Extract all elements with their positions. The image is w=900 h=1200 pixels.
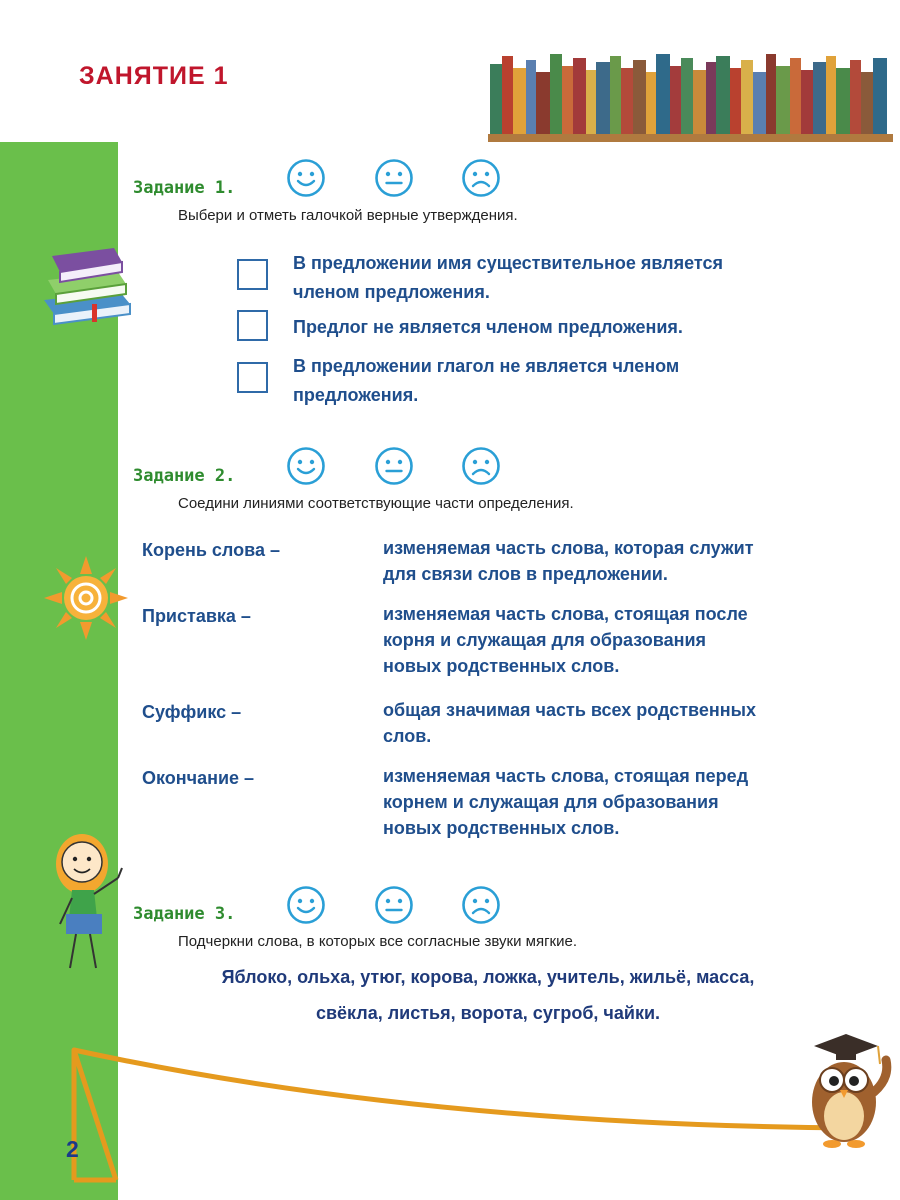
definition-line: слов. xyxy=(383,726,432,746)
statement-line: предложения. xyxy=(293,385,419,405)
task1-statement-1 xyxy=(293,249,723,307)
task1-title: Задание 1. xyxy=(133,178,236,198)
bookshelf-icon xyxy=(488,50,893,142)
task1-checkbox-3[interactable] xyxy=(237,362,268,393)
task3-sad-face-icon[interactable] xyxy=(461,885,501,925)
task1-sad-face-icon[interactable] xyxy=(461,158,501,198)
task1-statement-2 xyxy=(293,313,683,342)
definition-line: новых родственных слов. xyxy=(383,656,620,676)
task1-checkbox-2[interactable] xyxy=(237,310,268,341)
task1-neutral-face-icon[interactable] xyxy=(374,158,414,198)
task3-instruction: Подчеркни слова, в которых все согласные звуки мягкие. xyxy=(178,933,578,950)
definition-line: общая значимая часть всех родственных xyxy=(383,700,757,720)
owl-icon xyxy=(796,1030,896,1154)
task2-title: Задание 2. xyxy=(133,466,236,486)
task3-title: Задание 3. xyxy=(133,904,236,924)
task1-checkbox-1[interactable] xyxy=(237,259,268,290)
stacked-books-icon xyxy=(38,242,134,332)
task3-words-line-1[interactable]: Яблоко, ольха, утюг, корова, ложка, учитель, жильё, масса, xyxy=(221,967,755,987)
sun-icon xyxy=(40,552,132,644)
definition-1[interactable] xyxy=(383,535,754,587)
task2-smiley-face-icon[interactable] xyxy=(286,446,326,486)
task2-neutral-face-icon[interactable] xyxy=(374,446,414,486)
task1-smiley-face-icon[interactable] xyxy=(286,158,326,198)
definition-3[interactable] xyxy=(383,697,756,749)
term-prefix[interactable]: Приставка – xyxy=(142,606,251,626)
definition-line: новых родственных слов. xyxy=(383,818,620,838)
girl-icon xyxy=(48,828,130,978)
statement-line: Предлог не является членом предложения. xyxy=(293,317,683,337)
term-root[interactable]: Корень слова – xyxy=(142,540,280,560)
task3-words-line-2[interactable]: свёкла, листья, ворота, сугроб, чайки. xyxy=(315,1003,661,1023)
task2-sad-face-icon[interactable] xyxy=(461,446,501,486)
task3-neutral-face-icon[interactable] xyxy=(374,885,414,925)
task2-instruction: Соедини линиями соответствующие части определения. xyxy=(178,495,574,512)
definition-line: изменяемая часть слова, которая служит xyxy=(383,538,754,558)
statement-line: членом предложения. xyxy=(293,282,490,302)
task1-statement-3 xyxy=(293,352,679,410)
definition-4[interactable] xyxy=(383,763,748,841)
term-ending[interactable]: Окончание – xyxy=(142,768,255,788)
definition-line: изменяемая часть слова, стоящая перед xyxy=(383,766,749,786)
statement-line: В предложении глагол не является членом xyxy=(293,356,680,376)
page-number: 2 xyxy=(66,1136,79,1162)
definition-2[interactable] xyxy=(383,601,748,679)
definition-line: корня и служащая для образования xyxy=(383,630,707,650)
page-title: ЗАНЯТИЕ 1 xyxy=(79,62,229,90)
definition-line: изменяемая часть слова, стоящая после xyxy=(383,604,748,624)
task1-instruction: Выбери и отметь галочкой верные утверждения. xyxy=(178,207,518,224)
task3-smiley-face-icon[interactable] xyxy=(286,885,326,925)
statement-line: В предложении имя существительное является xyxy=(293,253,723,273)
term-suffix[interactable]: Суффикс – xyxy=(142,702,242,722)
definition-line: корнем и служащая для образования xyxy=(383,792,719,812)
definition-line: для связи слов в предложении. xyxy=(383,564,668,584)
